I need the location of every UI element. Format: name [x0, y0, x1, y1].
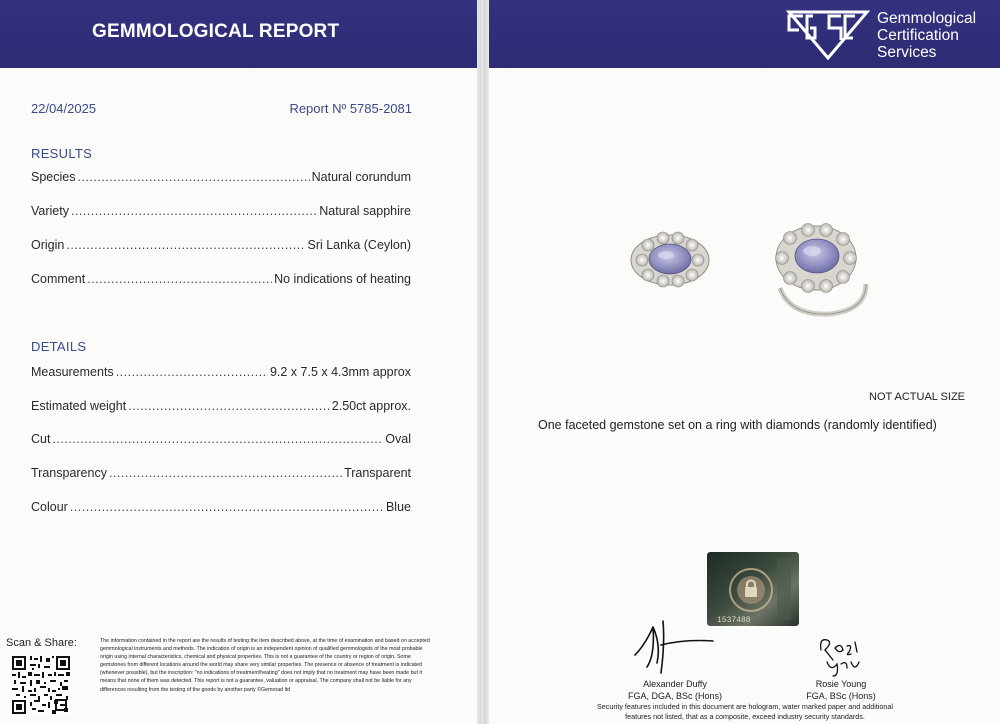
results-row	[31, 272, 411, 286]
header-band	[0, 0, 485, 68]
hologram-serial: 1537488	[717, 616, 751, 625]
leader-dots	[77, 170, 309, 184]
gcs-logo-icon	[783, 4, 873, 62]
signatory-credentials: FGA, BSc (Hons)	[806, 691, 876, 701]
row-value: Sri Lanka (Ceylon)	[307, 238, 411, 252]
row-value: Oval	[385, 432, 411, 446]
row-label: Colour	[31, 500, 68, 514]
signatory-credentials: FGA, DGA, BSc (Hons)	[627, 691, 723, 701]
ring-top-view	[631, 232, 709, 287]
details-row	[31, 399, 411, 413]
report-date: 22/04/2025	[31, 101, 97, 116]
report-right-page	[485, 0, 1000, 724]
leader-dots	[116, 365, 268, 379]
report-number: Report Nº 5785-2081	[289, 101, 412, 116]
row-label: Species	[31, 170, 76, 184]
not-actual-size-note: NOT ACTUAL SIZE	[869, 391, 965, 403]
row-value: Transparent	[344, 466, 411, 480]
signatory-name: Alexander Duffy	[643, 679, 707, 689]
row-label: Estimated weight	[31, 399, 127, 413]
results-row	[31, 238, 411, 252]
row-label: Comment	[31, 272, 86, 286]
row-value: 9.2 x 7.5 x 4.3mm approx	[269, 365, 411, 379]
security-features-note: Security features included in this document are hologram, water marked paper and additional features not listed, that as a composite, exceed industry security standards.	[596, 702, 894, 721]
spread-gutter	[481, 0, 489, 724]
leader-dots	[71, 204, 317, 218]
ring-photo	[630, 218, 875, 318]
row-label: Cut	[31, 432, 51, 446]
details-row	[31, 466, 411, 480]
scan-share-label: Scan & Share:	[6, 637, 77, 649]
brand-name	[877, 10, 976, 61]
header-band-right	[485, 0, 1000, 68]
row-value: No indications of heating	[274, 272, 411, 286]
row-label: Variety	[31, 204, 69, 218]
report-left-page	[0, 0, 485, 724]
disclaimer-text: The information contained in the report are the results of testing the item described above, at the time of examination and based on accepted gemmological instruments and methods. The indication of origin is an independent opinion of qualified gemmologists of the most probable origin using internal characteristics, chemical and physical properties. This is not a guarantee of the country or region of origin. Some gemstones from different locations around the world may share very similar properties. The presence or absence of treatment is indicated (whenever possible), but the inscription: "no indications of treatment/heating" does not imply that no treatment may have been made but it means that none of them was detected. This report is not a guarantee, valuation or appraisal. The company shall not be liable for any differences resulting from the testing of the goods by another party ©Gemroad ltd	[100, 638, 430, 693]
signature-alexander-duffy	[625, 615, 725, 675]
signatory-name: Rosie Young	[815, 679, 867, 689]
details-row	[31, 500, 411, 514]
results-row	[31, 170, 411, 184]
row-value: Natural sapphire	[319, 204, 411, 218]
results-row	[31, 204, 411, 218]
leader-dots	[128, 399, 330, 413]
row-label: Measurements	[31, 365, 114, 379]
leader-dots	[70, 500, 384, 514]
report-title: GEMMOLOGICAL REPORT	[92, 21, 340, 42]
results-heading: RESULTS	[31, 146, 93, 161]
brand-line: Gemmological	[877, 10, 977, 27]
leader-dots	[87, 272, 272, 286]
details-row	[31, 365, 411, 379]
photo-caption: One faceted gemstone set on a ring with diamonds (randomly identified)	[538, 418, 937, 432]
brand-line: Certification	[877, 27, 959, 44]
signature-rosie-young	[813, 632, 869, 678]
row-label: Origin	[31, 238, 65, 252]
leader-dots	[52, 432, 383, 446]
row-value: 2.50ct approx.	[331, 399, 411, 413]
details-row	[31, 432, 411, 446]
details-heading: DETAILS	[31, 339, 87, 354]
qr-code-icon[interactable]	[12, 656, 70, 714]
brand-line: Services	[877, 44, 937, 61]
row-value: Natural corundum	[311, 170, 411, 184]
leader-dots	[109, 466, 342, 480]
ring-angled-view	[776, 224, 867, 315]
leader-dots	[66, 238, 305, 252]
row-value: Blue	[385, 500, 411, 514]
row-label: Transparency	[31, 466, 107, 480]
